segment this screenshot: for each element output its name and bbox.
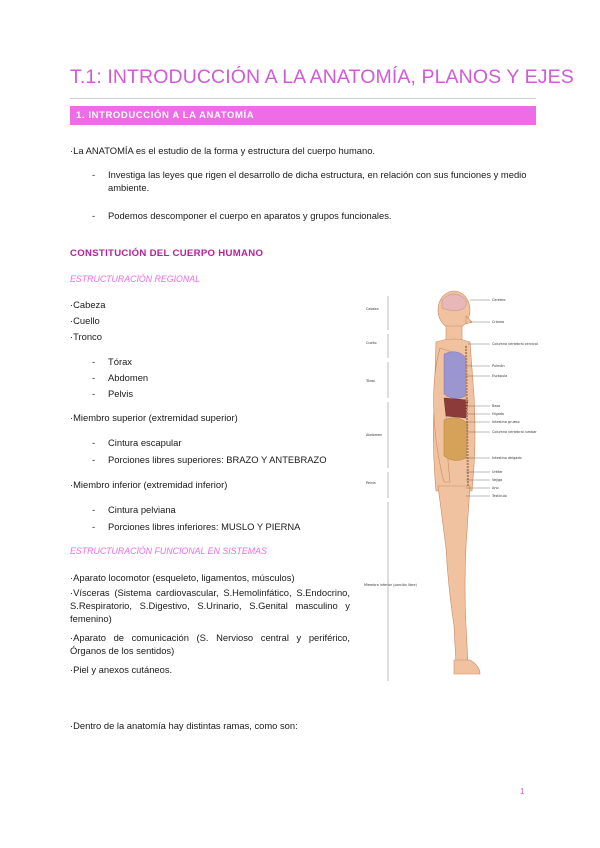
regional-item-tronco: ·Tronco — [70, 331, 102, 342]
label-pulmon: Pulmón — [492, 364, 505, 368]
title-rule — [70, 98, 536, 99]
subheading-regional: ESTRUCTURACIÓN REGIONAL — [70, 274, 201, 284]
label-columna-lumbar: Columna vertebral lumbar — [492, 430, 537, 434]
label-cerebro: Cerebro — [492, 298, 506, 302]
bullet-dash: - — [92, 356, 96, 367]
intro-bullet-1: Investiga las leyes que rigen el desarrollo de dicha estructura, en relación con sus funciones y medio ambiente. — [108, 169, 527, 193]
tronco-item-abdomen: Abdomen — [108, 372, 149, 383]
miembro-inferior-item-1: Cintura pelviana — [108, 504, 176, 515]
funcional-item-piel: ·Piel y anexos cutáneos. — [70, 664, 173, 675]
label-higado: Hígado — [492, 412, 504, 416]
label-columna-cervical: Columna vertebral cervical — [492, 342, 538, 346]
miembro-superior-item-2: Porciones libres superiores: BRAZO Y ANTEBRAZO — [108, 454, 327, 465]
label-craneo: Cráneo — [492, 320, 505, 324]
funcional-item-comunicacion: ·Aparato de comunicación (S. Nervioso central y periférico, Órganos de los sentidos) — [70, 632, 350, 656]
label-abdomen: Abdomen — [366, 433, 383, 437]
label-cuello: Cuello — [366, 341, 377, 345]
heading-constitucion: CONSTITUCIÓN DEL CUERPO HUMANO — [70, 248, 264, 259]
section-header-bar: 1. INTRODUCCIÓN A LA ANATOMÍA — [70, 106, 536, 125]
label-vejiga: Vejiga — [492, 478, 503, 482]
label-ureter: Uréter — [492, 470, 503, 474]
label-intestino-grueso: Intestino grueso — [492, 420, 520, 424]
intro-bullet-2: Podemos descomponer el cuerpo en aparatos y grupos funcionales. — [108, 210, 392, 221]
label-pelvis: Pelvis — [366, 481, 376, 485]
tronco-item-torax: Tórax — [108, 356, 132, 367]
page-number: 1 — [520, 787, 525, 796]
label-intestino-delgado: Intestino delgado — [492, 456, 522, 460]
label-escapula: Escápula — [492, 374, 508, 378]
bullet-dash: - — [92, 169, 96, 180]
label-torax: Tórax — [366, 379, 376, 383]
miembro-inferior: ·Miembro inferior (extremidad inferior) — [70, 479, 228, 490]
regional-item-cuello: ·Cuello — [70, 315, 100, 326]
label-miembro-inferior: Miembro inferior (porción libre) — [364, 583, 417, 587]
anatomy-figure — [362, 286, 542, 688]
label-cabeza: Cabeza — [366, 307, 379, 311]
page-title: T.1: INTRODUCCIÓN A LA ANATOMÍA, PLANOS Y EJES — [70, 66, 574, 88]
bullet-dash: - — [92, 210, 96, 221]
subheading-funcional: ESTRUCTURACIÓN FUNCIONAL EN SISTEMAS — [70, 546, 267, 556]
miembro-superior: ·Miembro superior (extremidad superior) — [70, 412, 238, 423]
funcional-item-locomotor: ·Aparato locomotor (esqueleto, ligamentos, músculos) — [70, 572, 295, 583]
bullet-dash: - — [92, 504, 96, 515]
bullet-dash: - — [92, 372, 96, 383]
funcional-item-visceras: ·Vísceras (Sistema cardiovascular, S.Hemolinfático, S.Endocrino, S.Respiratorio, S.Digestivo, S.Urinario, S.Genital masculino y femenino) — [70, 587, 350, 624]
miembro-inferior-item-2: Porciones libres inferiores: MUSLO Y PIERNA — [108, 521, 301, 532]
label-testiculo: Testículo — [492, 494, 507, 498]
label-bazo: Bazo — [492, 404, 501, 408]
label-ano: Ano — [492, 486, 499, 490]
ramas-paragraph: ·Dentro de la anatomía hay distintas ramas, como son: — [70, 720, 298, 731]
intro-paragraph: ·La ANATOMÍA es el estudio de la forma y estructura del cuerpo humano. — [70, 145, 376, 156]
regional-item-cabeza: ·Cabeza — [70, 299, 106, 310]
bullet-dash: - — [92, 437, 96, 448]
bullet-dash: - — [92, 388, 96, 399]
bullet-dash: - — [92, 521, 96, 532]
miembro-superior-item-1: Cintura escapular — [108, 437, 182, 448]
tronco-item-pelvis: Pelvis — [108, 388, 134, 399]
bullet-dash: - — [92, 454, 96, 465]
